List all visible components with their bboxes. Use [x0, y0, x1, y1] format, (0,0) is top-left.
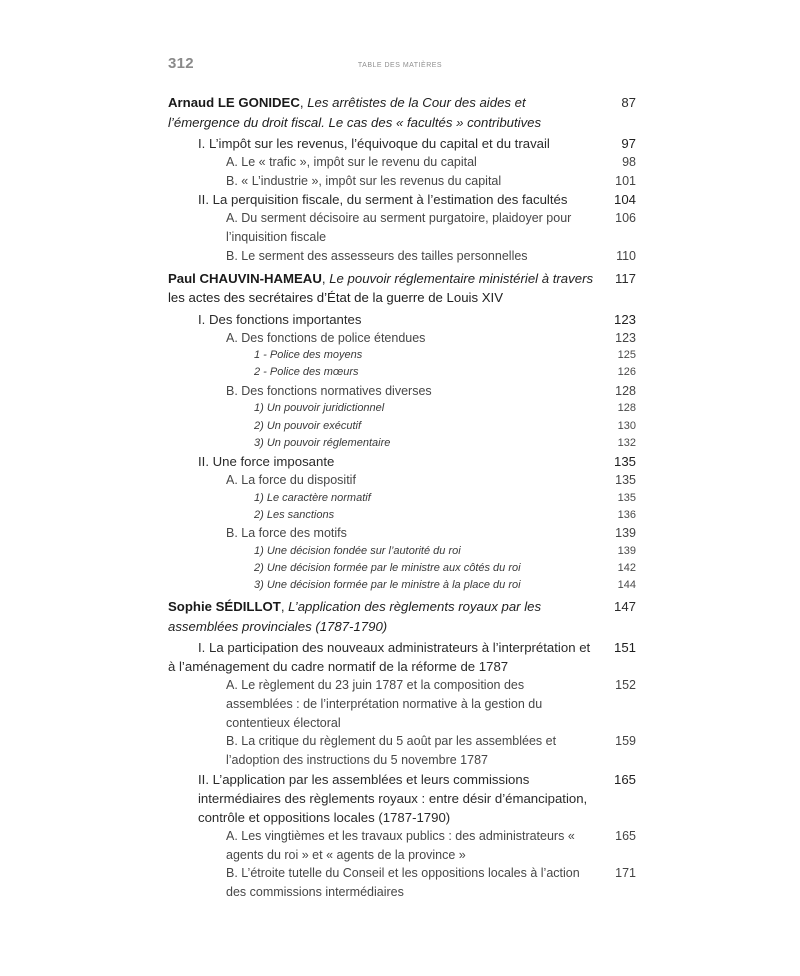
page-ref: 98 [622, 155, 636, 169]
toc-item[interactable] [168, 347, 638, 364]
subsection-label: A. Du serment décisoire au serment purgatoire, plaidoyer pour l’inquisition fiscale [226, 211, 572, 245]
page-ref: 135 [615, 472, 636, 487]
page-ref: 136 [617, 508, 636, 521]
toc-subsection[interactable] [168, 382, 638, 401]
section-label: II. Une force imposante [198, 453, 335, 469]
toc-item[interactable] [168, 364, 638, 381]
toc-subsection[interactable] [168, 329, 638, 348]
page-ref: 123 [613, 311, 636, 327]
page-ref: 152 [615, 678, 636, 693]
toc-subsection[interactable] [168, 524, 638, 543]
table-of-contents [168, 93, 638, 902]
subsection-label: A. Les vingtièmes et les travaux publics : des administrateurs « agents du roi » et « agents de la province » [226, 828, 575, 862]
toc-section[interactable] [168, 310, 638, 329]
page-ref: 128 [615, 383, 636, 398]
subsection-label: B. La force des motifs [226, 526, 347, 541]
page-number: 312 [168, 55, 194, 72]
item-label: 2) Une décision formée par le ministre aux côtés du roi [254, 561, 521, 574]
toc-item[interactable] [168, 577, 638, 594]
page-ref: 135 [617, 491, 636, 504]
toc-item[interactable] [168, 400, 638, 417]
page-ref: 130 [617, 419, 636, 432]
toc-section[interactable] [168, 638, 638, 676]
chapter-title: L’application des règlements royaux par les assemblées provinciales (1787-1790) [168, 599, 542, 634]
page-ref: 159 [615, 734, 636, 749]
toc-chapter-sedillot[interactable]: Sophie SÉDILLOT, L’application des règlements royaux par les assemblées provinciales (1787-1790) 147 [168, 599, 636, 634]
toc-item[interactable] [168, 490, 638, 507]
toc-subsection[interactable] [168, 172, 638, 191]
section-label: I. L’impôt sur les revenus, l’équivoque du capital et du travail [198, 136, 550, 151]
toc-section[interactable] [168, 452, 638, 471]
section-label: I. Des fonctions importantes [198, 311, 362, 327]
toc-item[interactable] [168, 543, 638, 560]
page-ref: 139 [617, 544, 636, 557]
item-label: 1) Le caractère normatif [254, 491, 371, 504]
subsection-label: B. Des fonctions normatives diverses [226, 383, 432, 398]
chapter-title: Le pouvoir réglementaire ministériel à travers [329, 270, 594, 286]
subsection-label: B. La critique du règlement du 5 août par les assemblées et l’adoption des instructions du 5 novembre 1787 [226, 734, 557, 768]
page-ref: 144 [617, 579, 636, 592]
item-label: 3) Un pouvoir réglementaire [254, 436, 391, 449]
chapter-author: Paul CHAUVIN-HAMEAU [168, 270, 322, 286]
page-ref: 125 [617, 349, 636, 362]
page-ref: 104 [613, 192, 636, 208]
chapter-author: Arnaud LE GONIDEC [168, 95, 300, 110]
page-ref: 165 [615, 828, 636, 843]
toc-section[interactable] [168, 770, 638, 827]
subsection-label: A. Le règlement du 23 juin 1787 et la composition des assemblées : de l’interprétation normative à la gestion du contentieux électoral [226, 678, 543, 730]
toc-subsection[interactable] [168, 676, 638, 732]
section-label: II. La perquisition fiscale, du serment à l’estimation des facultés [198, 192, 568, 208]
toc-item[interactable] [168, 435, 638, 452]
subsection-label: B. « L’industrie », impôt sur les revenus du capital [226, 173, 502, 188]
subsection-label: A. Le « trafic », impôt sur le revenu du capital [226, 155, 477, 169]
chapter-title: Les arrêtistes de la Cour des aides et l’émergence du droit fiscal. Le cas des « facultés » contributives [168, 95, 542, 130]
toc-chapter-chauvin-hameau[interactable]: Paul CHAUVIN-HAMEAU, Le pouvoir réglementaire ministériel à travers les actes des secrétaires d’État de la guerre de Louis XIV 117 [168, 270, 636, 306]
page-ref: 123 [615, 330, 636, 345]
toc-item[interactable] [168, 507, 638, 524]
item-label: 3) Une décision formée par le ministre à la place du roi [254, 579, 521, 592]
toc-subsection[interactable] [168, 209, 638, 246]
item-label: 1 - Police des moyens [254, 349, 363, 362]
running-head: TABLE DES MATIÈRES [357, 62, 443, 69]
item-label: 1) Un pouvoir juridictionnel [254, 402, 385, 415]
item-label: 2) Les sanctions [254, 508, 335, 521]
page-ref: 139 [615, 526, 636, 541]
subsection-label: B. L’étroite tutelle du Conseil et les oppositions locales à l’action des commissions intermédiaires [226, 866, 580, 899]
section-label: I. La participation des nouveaux administrateurs à l’interprétation et à l’aménagement du cadre normatif de la réforme de 1787 [168, 640, 591, 675]
toc-section[interactable] [168, 134, 638, 153]
subsection-label: B. Le serment des assesseurs des tailles personnelles [226, 248, 528, 263]
page-ref: 132 [617, 436, 636, 449]
page-ref: 165 [613, 771, 636, 787]
subsection-label: A. Des fonctions de police étendues [226, 330, 426, 345]
page-ref: 128 [617, 402, 636, 415]
toc-item[interactable] [168, 418, 638, 435]
page-ref: 135 [613, 453, 636, 469]
section-label: II. L’application par les assemblées et leurs commissions intermédiaires des règlements royaux : entre désir d’émancipation, contrôle et oppositions locales (1787-1790) [198, 771, 588, 825]
page-ref: 101 [615, 173, 636, 188]
page-ref: 106 [615, 211, 636, 226]
toc-subsection[interactable] [168, 732, 638, 769]
toc-chapter-le-gonidec[interactable]: Arnaud LE GONIDEC, Les arrêtistes de la Cour des aides et l’émergence du droit fiscal. Le cas des « facultés » contributives 87 [168, 95, 636, 130]
page-ref: 97 [621, 136, 636, 151]
page-ref: 142 [617, 561, 636, 574]
toc-subsection[interactable] [168, 827, 638, 864]
page-ref: 110 [616, 248, 636, 263]
toc-item[interactable] [168, 560, 638, 577]
page-ref: 151 [613, 640, 636, 656]
toc-subsection[interactable] [168, 247, 638, 266]
page-ref: 126 [617, 366, 636, 379]
chapter-author: Sophie SÉDILLOT [168, 599, 281, 615]
page-ref: 171 [615, 866, 636, 881]
toc-subsection[interactable] [168, 471, 638, 490]
item-label: 2 - Police des mœurs [254, 366, 359, 379]
toc-subsection[interactable] [168, 153, 638, 172]
page-ref: 117 [614, 270, 636, 286]
item-label: 1) Une décision fondée sur l’autorité du roi [254, 544, 461, 557]
page-ref: 87 [621, 95, 636, 110]
toc-section[interactable] [168, 190, 638, 209]
page-ref: 147 [613, 599, 636, 615]
chapter-title-continued: les actes des secrétaires d’État de la guerre de Louis XIV [168, 290, 503, 306]
toc-subsection[interactable] [168, 864, 638, 901]
subsection-label: A. La force du dispositif [226, 472, 356, 487]
item-label: 2) Un pouvoir exécutif [254, 419, 361, 432]
